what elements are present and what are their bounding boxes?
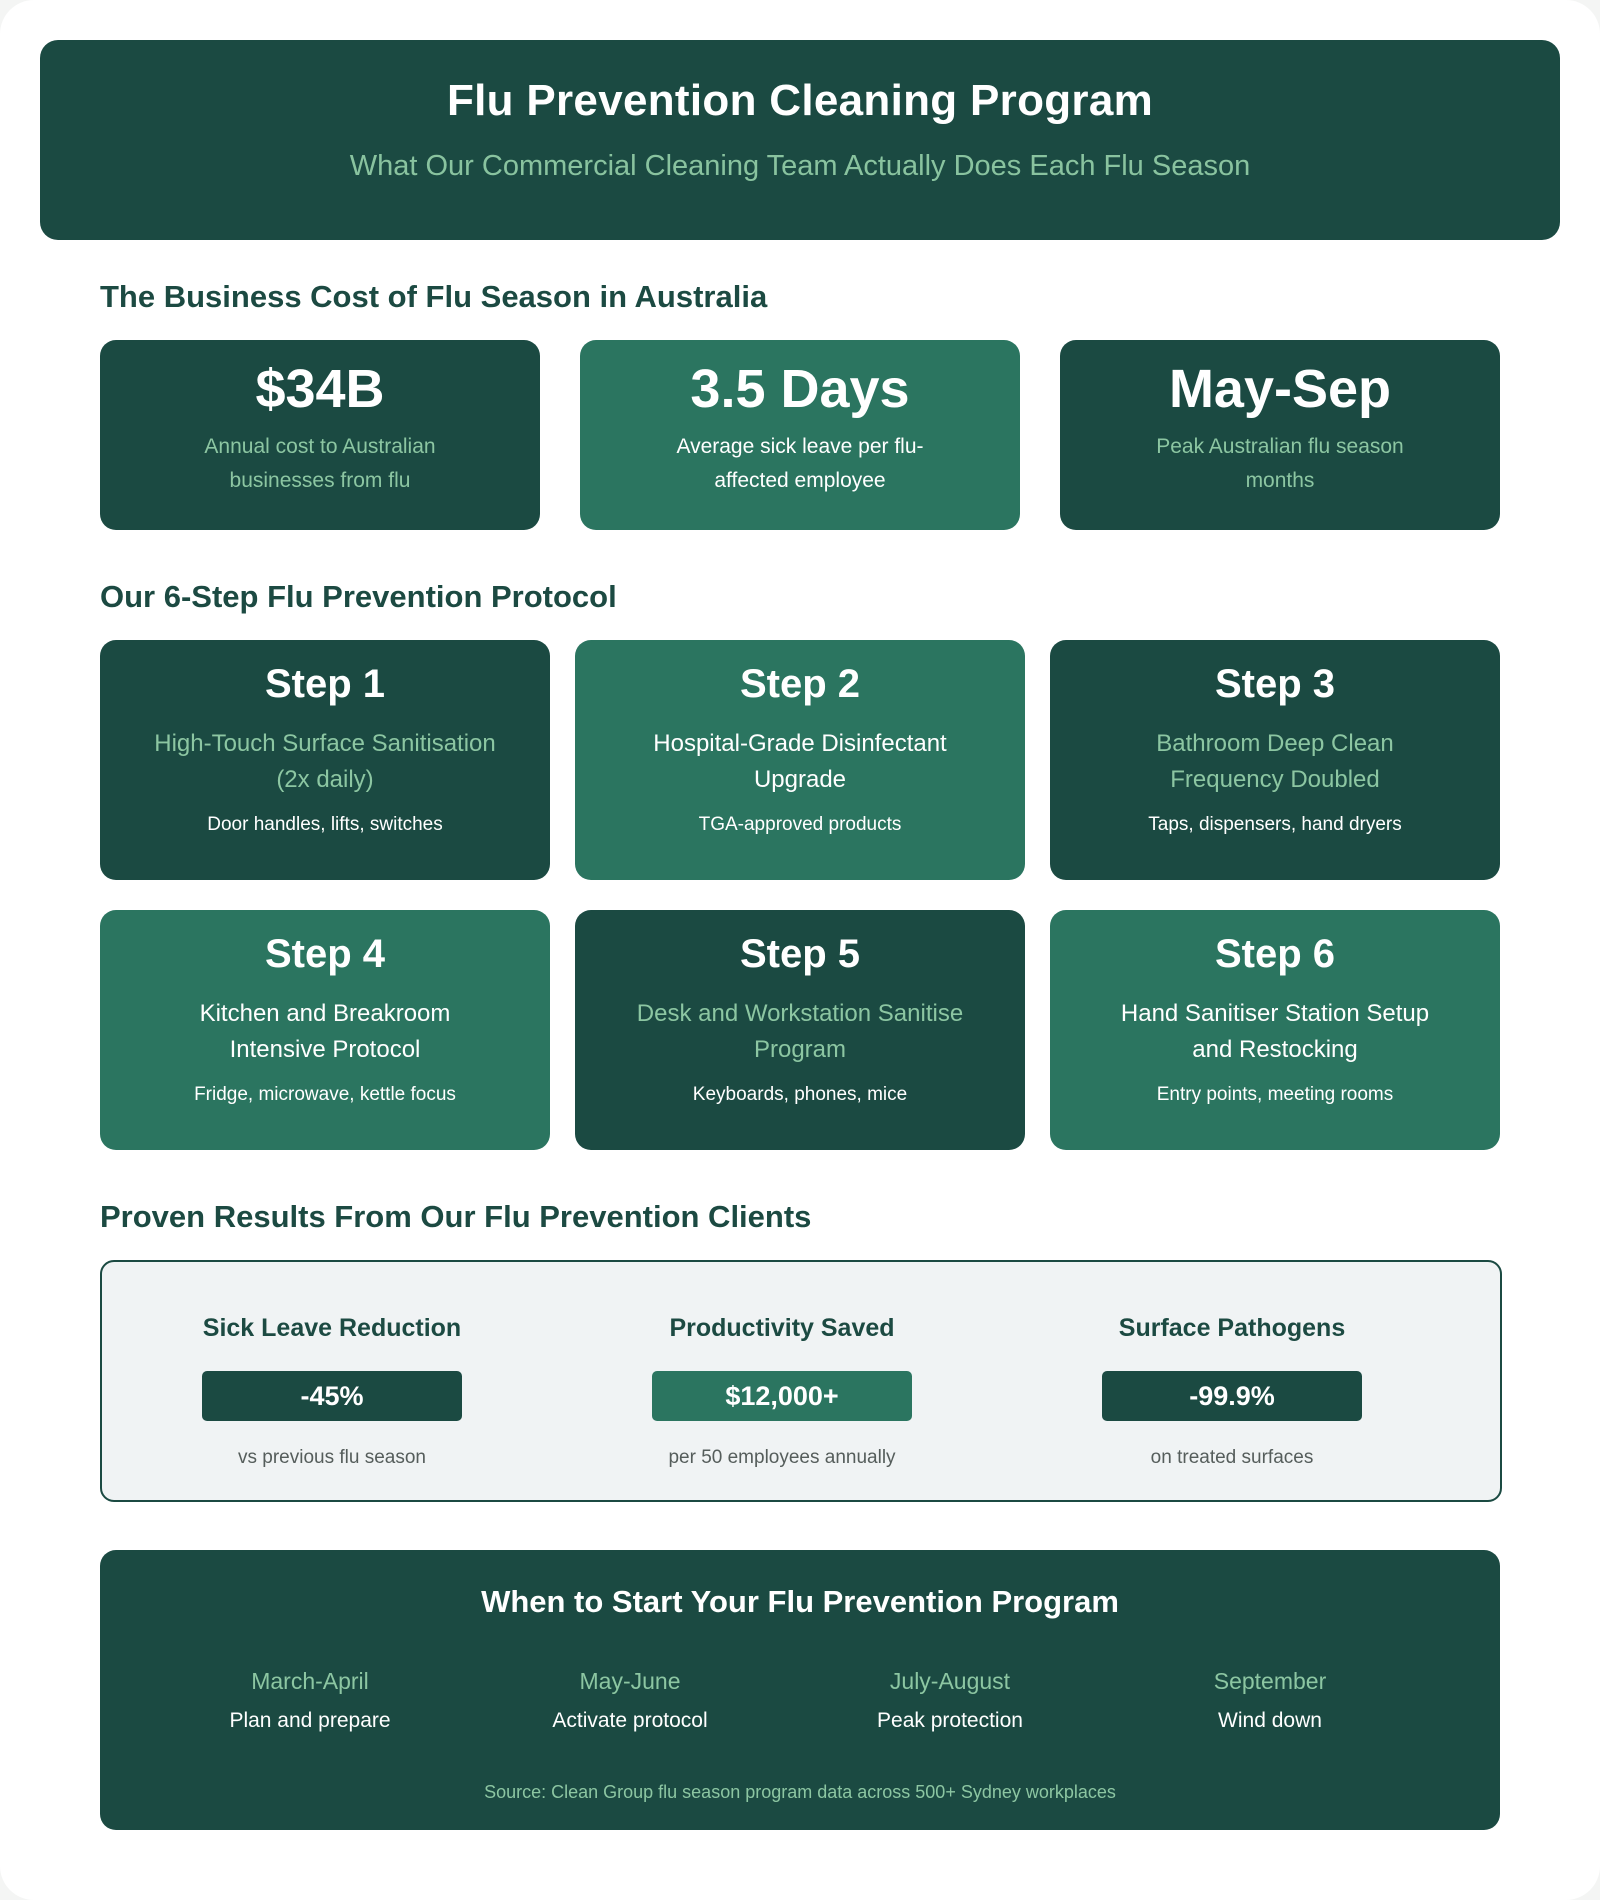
step-card-2 xyxy=(575,640,1025,880)
step-card-3 xyxy=(1050,640,1500,880)
step-number: Step 3 xyxy=(1214,662,1336,706)
stat-value: May-Sep xyxy=(1168,359,1392,419)
result-note: on treated surfaces xyxy=(1150,1447,1314,1468)
result-label: Surface Pathogens xyxy=(1118,1314,1346,1342)
step-title: Kitchen and Breakroom Intensive Protocol xyxy=(199,1000,451,1063)
stat-value: 3.5 Days xyxy=(690,359,910,419)
phase-september xyxy=(1110,1668,1430,1733)
results-section-title: Proven Results From Our Flu Prevention Clients xyxy=(100,1199,812,1234)
result-value-badge: $12,000+ xyxy=(652,1371,912,1421)
result-label: Productivity Saved xyxy=(669,1314,895,1342)
timing-panel xyxy=(100,1550,1500,1830)
step-note: Door handles, lifts, switches xyxy=(207,814,443,835)
result-pathogens xyxy=(1022,1314,1442,1469)
phase-march-april xyxy=(150,1668,470,1733)
step-number: Step 2 xyxy=(739,662,861,706)
step-note: Keyboards, phones, mice xyxy=(692,1084,908,1105)
step-number: Step 4 xyxy=(264,932,386,976)
phase-month: May-June xyxy=(579,1668,681,1694)
cost-section-title: The Business Cost of Flu Season in Australia xyxy=(100,279,768,314)
stat-card-sick-leave xyxy=(580,340,1020,530)
protocol-section-title: Our 6-Step Flu Prevention Protocol xyxy=(100,579,617,614)
results-panel xyxy=(100,1260,1502,1502)
stat-description: Annual cost to Australian businesses from flu xyxy=(204,435,436,492)
phase-month: September xyxy=(1213,1668,1327,1694)
result-label: Sick Leave Reduction xyxy=(202,1314,462,1342)
page-title: Flu Prevention Cleaning Program xyxy=(446,76,1154,125)
step-card-5 xyxy=(575,910,1025,1150)
result-productivity xyxy=(572,1314,992,1469)
step-number: Step 1 xyxy=(264,662,386,706)
step-title: High-Touch Surface Sanitisation (2x daily) xyxy=(154,730,496,793)
step-title: Desk and Workstation Sanitise Program xyxy=(636,1000,964,1063)
result-sick-leave xyxy=(122,1314,542,1469)
stat-value: $34B xyxy=(255,359,385,419)
step-note: Taps, dispensers, hand dryers xyxy=(1148,814,1402,835)
step-note: TGA-approved products xyxy=(698,814,902,835)
step-title: Hospital-Grade Disinfectant Upgrade xyxy=(653,730,947,793)
phase-action: Activate protocol xyxy=(552,1709,708,1732)
step-title: Hand Sanitiser Station Setup and Restocking xyxy=(1120,1000,1430,1063)
phase-month: July-August xyxy=(889,1668,1011,1694)
stat-card-annual-cost xyxy=(100,340,540,530)
step-card-1 xyxy=(100,640,550,880)
header-banner xyxy=(40,40,1560,240)
stat-description: Peak Australian flu season months xyxy=(1156,435,1404,492)
step-card-4 xyxy=(100,910,550,1150)
phase-action: Peak protection xyxy=(877,1709,1023,1732)
phase-action: Plan and prepare xyxy=(229,1709,391,1732)
stat-description: Average sick leave per flu-affected employee xyxy=(676,435,924,492)
page-subtitle: What Our Commercial Cleaning Team Actually Does Each Flu Season xyxy=(349,150,1251,182)
stat-card-flu-season xyxy=(1060,340,1500,530)
result-note: per 50 employees annually xyxy=(668,1447,896,1468)
phase-may-june xyxy=(470,1668,790,1733)
phase-month: March-April xyxy=(251,1668,369,1694)
step-number: Step 6 xyxy=(1214,932,1336,976)
phase-july-august xyxy=(790,1668,1110,1733)
result-value-badge: -99.9% xyxy=(1102,1371,1362,1421)
result-value-badge: -45% xyxy=(202,1371,462,1421)
step-number: Step 5 xyxy=(739,932,861,976)
step-card-6 xyxy=(1050,910,1500,1150)
step-note: Entry points, meeting rooms xyxy=(1156,1084,1394,1105)
phase-action: Wind down xyxy=(1218,1709,1322,1732)
step-note: Fridge, microwave, kettle focus xyxy=(194,1084,456,1105)
timing-title: When to Start Your Flu Prevention Program xyxy=(481,1584,1119,1619)
result-note: vs previous flu season xyxy=(238,1447,426,1468)
step-title: Bathroom Deep Clean Frequency Doubled xyxy=(1156,730,1394,793)
source-note: Source: Clean Group flu season program data across 500+ Sydney workplaces xyxy=(484,1782,1116,1802)
